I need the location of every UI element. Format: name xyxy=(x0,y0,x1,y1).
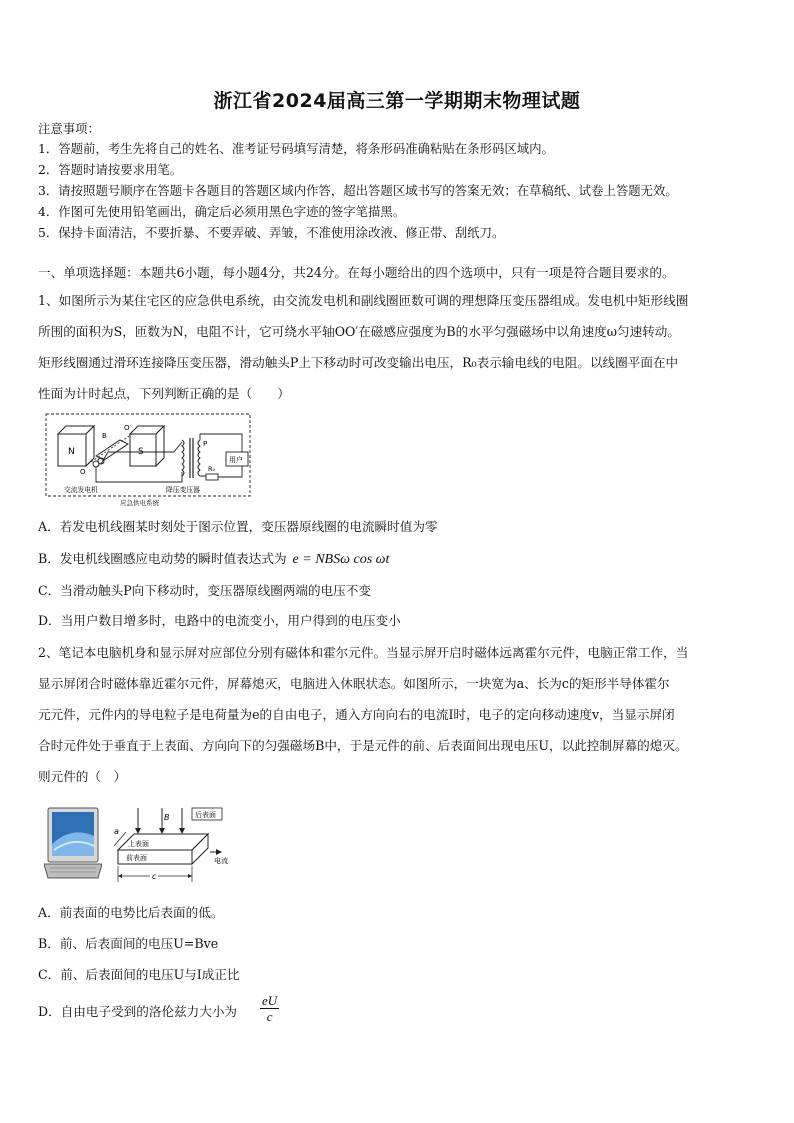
label-a: a xyxy=(114,827,119,836)
q2-option-d-fraction xyxy=(260,993,279,1024)
q1-option-b-formula: e = NBSω cos ωt xyxy=(292,552,390,567)
label-c: c xyxy=(152,872,157,881)
notice-item-4: 4．作图可先使用铅笔画出，确定后必须用黑色字迹的签字笔描黑。 xyxy=(38,204,406,219)
label-top-surface: 上表面 xyxy=(128,840,149,848)
q2-line-3: 元元件，元件内的导电粒子是电荷量为e的自由电子，通入方向向右的电流I时，电子的定向移动速度v，当显示屏闭 xyxy=(38,707,675,722)
label-o: O xyxy=(80,468,86,476)
label-generator: 交流发电机 xyxy=(64,486,98,494)
q2-option-b: B．前、后表面间的电压U=Bve xyxy=(38,936,219,951)
label-p: P xyxy=(203,440,208,448)
q2-line-1: 2、笔记本电脑机身和显示屏对应部位分别有磁体和霍尔元件。当显示屏开启时磁体远离霍尔元件，电脑正常工作，当 xyxy=(38,645,689,660)
resistor-r0-icon xyxy=(206,474,218,480)
laptop-icon xyxy=(44,806,102,880)
notice-item-1: 1．答题前，考生先将自己的姓名、准考证号码填写清楚，将条形码准确粘贴在条形码区域内。 xyxy=(38,141,554,156)
q1-line-3: 矩形线圈通过滑环连接降压变压器，滑动触头P上下移动时可改变输出电压，R₀表示输电线的电阻。以线圈平面在中 xyxy=(38,355,679,370)
q2-line-5: 则元件的（ ） xyxy=(38,769,127,784)
notice-heading: 注意事项： xyxy=(38,121,100,136)
q2-line-2: 显示屏闭合时磁体靠近霍尔元件，屏幕熄灭，电脑进入休眠状态。如图所示，一块宽为a、长为c的矩形半导体霍尔 xyxy=(38,676,670,691)
fraction-numerator: eU xyxy=(262,993,278,1008)
label-transformer: 降压变压器 xyxy=(166,486,200,494)
label-b: B xyxy=(102,432,107,440)
q2-line-4: 合时元件处于垂直于上表面、方向向下的匀强磁场B中，于是元件的前、后表面间出现电压U，以此控制屏幕的熄灭。 xyxy=(38,738,688,753)
q2-option-a: A．前表面的电势比后表面的低。 xyxy=(38,905,224,920)
fraction-denominator: c xyxy=(266,1009,273,1024)
label-current: 电流 xyxy=(214,857,228,865)
magnet-s-icon xyxy=(130,426,164,466)
notice-item-2: 2．答题时请按要求用笔。 xyxy=(38,162,183,177)
label-r0: R₀ xyxy=(208,465,216,473)
label-user: 用户 xyxy=(229,456,243,464)
label-n: N xyxy=(68,447,75,457)
notice-item-3: 3．请按照题号顺序在答题卡各题目的答题区域内作答，超出答题区域书写的答案无效；在草稿纸、试卷上答题无效。 xyxy=(38,183,678,198)
q2-option-d: D．自由电子受到的洛伦兹力大小为 xyxy=(38,1004,238,1019)
label-b: B xyxy=(164,813,170,822)
label-back-surface: 后表面 xyxy=(195,811,216,819)
magnet-n-icon xyxy=(58,426,94,466)
coil-icon xyxy=(96,440,128,460)
q2-figure-hall-element xyxy=(112,806,242,884)
q1-line-4: 性面为计时起点，下列判断正确的是（ ） xyxy=(38,386,290,401)
q1-figure-power-system xyxy=(44,412,254,508)
q1-option-b xyxy=(38,550,758,569)
section-heading: 一、单项选择题：本题共6小题，每小题4分，共24分。在每小题给出的四个选项中，只有一项是符合题目要求的。 xyxy=(38,265,675,280)
q1-option-d: D．当用户数目增多时，电路中的电流变小，用户得到的电压变小 xyxy=(38,613,401,628)
label-front-surface: 前表面 xyxy=(126,854,147,862)
transformer-icon xyxy=(182,438,200,478)
q1-line-1: 1、如图所示为某住宅区的应急供电系统，由交流发电机和副线圈匝数可调的理想降压变压器组成。发电机中矩形线圈 xyxy=(38,293,689,308)
q1-line-2: 所围的面积为S，匝数为N，电阻不计，它可绕水平轴OO′在磁感应强度为B的水平匀强磁场中以角速度ω匀速转动。 xyxy=(38,324,680,339)
label-o2: O′ xyxy=(124,424,132,432)
label-system: 应急供电系统 xyxy=(120,499,159,507)
q1-option-a: A．若发电机线圈某时刻处于图示位置，变压器原线圈的电流瞬时值为零 xyxy=(38,519,438,534)
notice-item-5: 5．保持卡面清洁，不要折暴、不要弄破、弄皱，不准使用涂改液、修正带、刮纸刀。 xyxy=(38,225,505,240)
q1-option-b-text: B．发电机线圈感应电动势的瞬时值表达式为 xyxy=(38,551,287,566)
q2-option-c: C．前、后表面间的电压U与I成正比 xyxy=(38,967,240,982)
q1-option-c: C．当滑动触头P向下移动时，变压器原线圈两端的电压不变 xyxy=(38,583,371,598)
label-s: S xyxy=(138,447,144,457)
page-title: 浙江省2024届高三第一学期期末物理试题 xyxy=(213,90,581,112)
